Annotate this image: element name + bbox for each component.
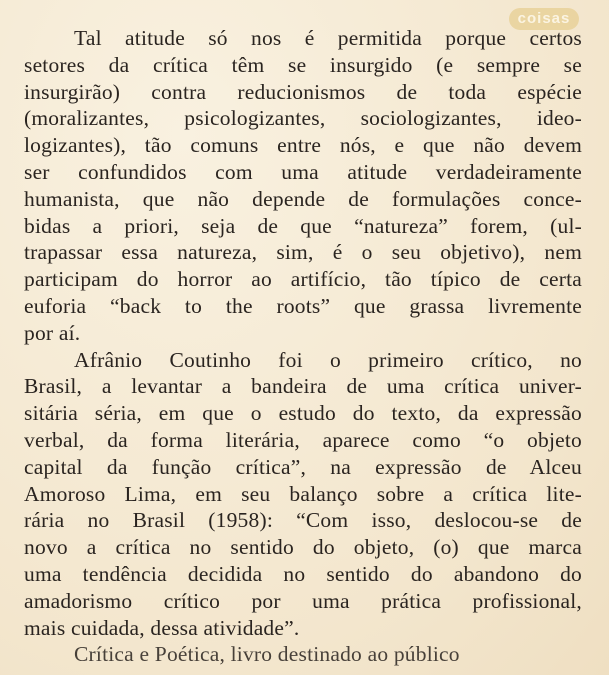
watermark-logo: coisas [509,8,579,30]
text-line: Brasil, a levantar a bandeira de uma crítica univer- [24,374,582,399]
text-line: mais cuidada, dessa atividade”. [24,615,300,640]
text-line: trapassar essa natureza, sim, é o seu objetivo), nem [24,240,582,265]
text-line: Crítica e Poética, livro destinado ao público [74,642,460,667]
text-line: amadorismo crítico por uma prática profissional, [24,588,582,613]
text-line: sitária séria, em que o estudo do texto, da expressão [24,401,582,426]
text-line: ser confundidos com uma atitude verdadeiramente [24,159,582,184]
text-line: verbal, da forma literária, aparece como “o objeto [24,427,582,452]
text-line: capital da função crítica”, na expressão de Alceu [24,454,582,479]
text-line: (moralizantes, psicologizantes, sociologizantes, ideo- [24,106,582,131]
paragraph-2 [24,347,582,642]
text-line: setores da crítica têm se insurgido (e sempre se [24,52,582,77]
text-line: Afrânio Coutinho foi o primeiro crítico, no [74,347,582,372]
text-line: por aí. [24,320,81,345]
paragraph-1 [24,25,582,347]
text-line: insurgirão) contra reducionismos de toda espécie [24,79,582,104]
text-line: rária no Brasil (1958): “Com isso, deslocou-se de [24,508,582,533]
text-line: Tal atitude só nos é permitida porque certos [74,26,582,50]
text-line: bidas a priori, seja de que “natureza” forem, (ul- [24,213,582,238]
text-line: euforia “back to the roots” que grassa livremente [24,293,582,318]
text-line: humanista, que não depende de formulações conce- [24,186,582,211]
text-line: uma tendência decidida no sentido do abandono do [24,561,582,586]
text-line: Amoroso Lima, em seu balanço sobre a crítica lite- [24,481,582,506]
text-line: participam do horror ao artifício, tão típico de certa [24,267,582,292]
text-body [24,25,582,668]
text-line: novo a crítica no sentido do objeto, (o) que marca [24,535,582,560]
paragraph-3 [24,641,582,668]
text-line: logizantes), tão comuns entre nós, e que não devem [24,133,582,158]
